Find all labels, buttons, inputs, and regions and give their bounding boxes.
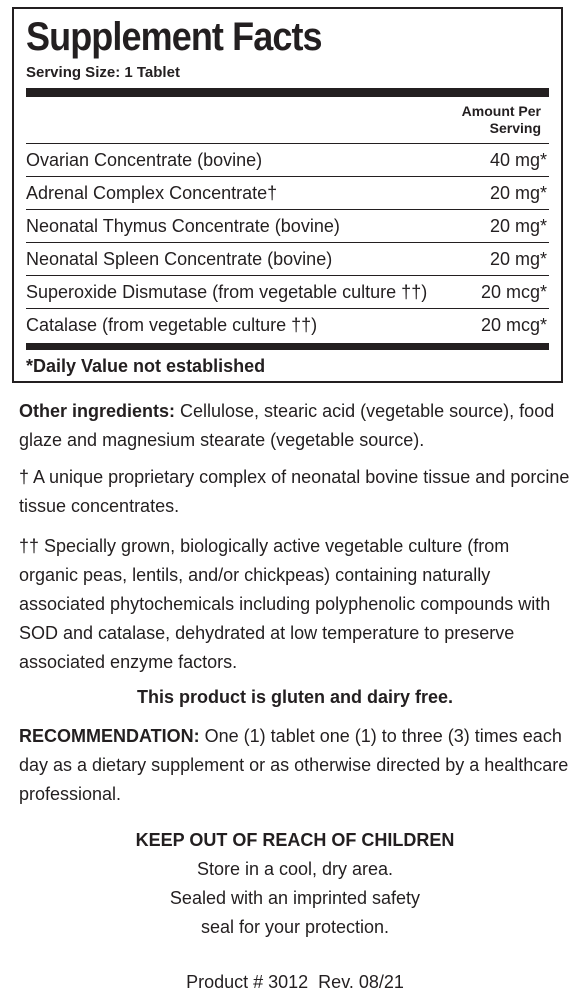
nutrient-row	[26, 309, 549, 341]
supplement-facts-title: Supplement Facts	[26, 15, 322, 59]
nutrient-amount: 20 mg*	[489, 182, 547, 203]
nutrient-row	[26, 210, 549, 243]
daily-value-footnote: *Daily Value not established	[26, 356, 266, 376]
other-ingredients-label: Other ingredients:	[19, 401, 176, 421]
nutrient-amount: 20 mg*	[489, 248, 547, 269]
supplement-facts-panel	[12, 7, 563, 383]
nutrient-row	[26, 144, 549, 177]
warning-heading: KEEP OUT OF REACH OF CHILDREN	[135, 830, 455, 850]
seal-line-2: seal for your protection.	[200, 917, 390, 937]
amount-header-line2: Serving	[489, 120, 541, 136]
nutrient-amount: 20 mcg*	[480, 314, 547, 335]
nutrient-name: Catalase (from vegetable culture ††)	[26, 314, 318, 335]
warning-block	[19, 826, 571, 942]
nutrient-row	[26, 177, 549, 210]
storage-line: Store in a cool, dry area.	[196, 859, 394, 879]
nutrient-table	[26, 144, 549, 341]
nutrient-name: Ovarian Concentrate (bovine)	[26, 149, 263, 170]
nutrient-row	[26, 243, 549, 276]
nutrient-name: Adrenal Complex Concentrate†	[26, 182, 278, 203]
nutrient-row	[26, 276, 549, 309]
serving-size: Serving Size: 1 Tablet	[26, 64, 180, 81]
double-dagger-note: †† Specially grown, biologically active vegetable culture (from organic peas, lentils, and/or chickpeas) containing naturally associated phytochemicals including polyphenolic compounds with SOD and catalase, dehydrated at low temperature to preserve associated enzyme factors.	[19, 536, 551, 672]
amount-per-serving-header	[26, 97, 549, 143]
thick-divider	[26, 88, 549, 97]
other-ingredients	[19, 397, 571, 455]
recommendation	[19, 722, 571, 809]
nutrient-amount: 20 mg*	[489, 215, 547, 236]
product-number: Product # 3012 Rev. 08/21	[186, 972, 404, 992]
nutrient-amount: 20 mcg*	[480, 281, 547, 302]
recommendation-label: RECOMMENDATION:	[19, 726, 200, 746]
nutrient-name: Superoxide Dismutase (from vegetable culture ††)	[26, 281, 428, 302]
bottom-divider	[26, 343, 549, 350]
seal-line-1: Sealed with an imprinted safety	[169, 888, 421, 908]
nutrient-name: Neonatal Spleen Concentrate (bovine)	[26, 248, 333, 269]
gluten-free-statement: This product is gluten and dairy free.	[136, 687, 454, 707]
amount-header-line1: Amount Per	[461, 103, 541, 119]
recommendation-text: One (1) tablet one (1) to three (3) times each day as a dietary supplement or as otherwise directed by a healthcare professional.	[19, 726, 569, 804]
nutrient-name: Neonatal Thymus Concentrate (bovine)	[26, 215, 340, 236]
dagger-note: † A unique proprietary complex of neonatal bovine tissue and porcine tissue concentrates.	[19, 467, 570, 516]
other-ingredients-text: Cellulose, stearic acid (vegetable source), food glaze and magnesium stearate (vegetable source).	[19, 401, 555, 450]
nutrient-amount: 40 mg*	[489, 149, 547, 170]
